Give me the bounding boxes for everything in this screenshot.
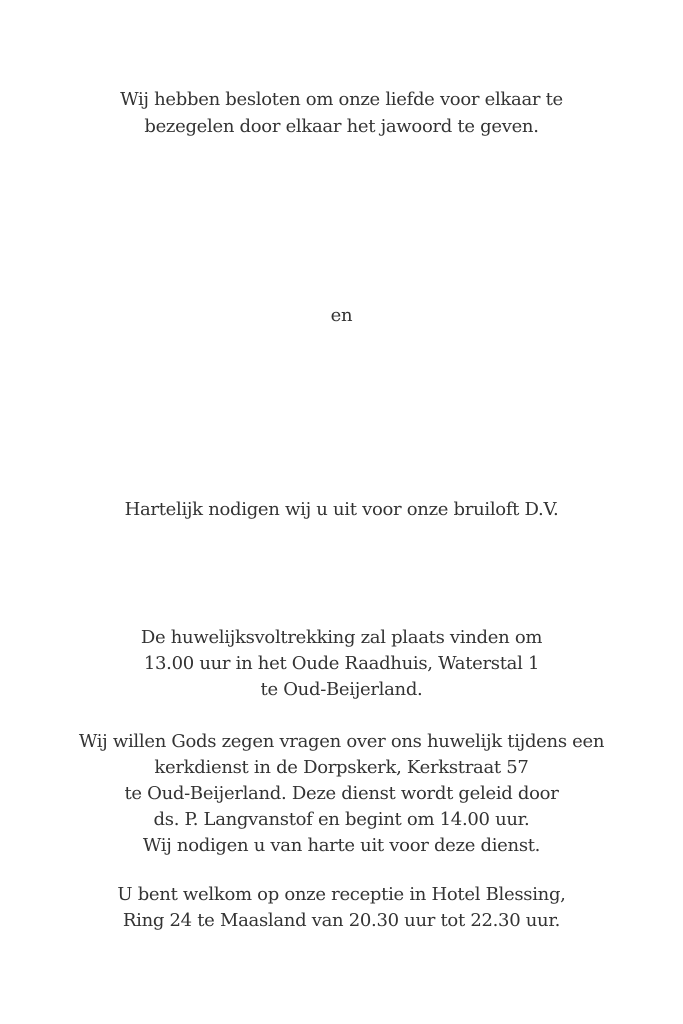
invitation-text: Hartelijk nodigen wij u uit voor onze bruiloft D.V. xyxy=(124,499,559,520)
intro-line-1: Wij hebben besloten om onze liefde voor elkaar te xyxy=(120,89,563,110)
reception-line-2: Ring 24 te Maasland van 20.30 uur tot 22.30 uur. xyxy=(122,910,561,931)
church-line-3: te Oud-Beijerland. Deze dienst wordt geleid door xyxy=(124,783,559,804)
intro-line-2: bezegelen door elkaar het jawoord te geven. xyxy=(144,116,539,137)
church-line-1: Wij willen Gods zegen vragen over ons huwelijk tijdens een xyxy=(78,731,605,752)
ceremony-line-3: te Oud-Beijerland. xyxy=(260,679,423,700)
connector-text: en xyxy=(330,305,353,326)
ceremony-line-2: 13.00 uur in het Oude Raadhuis, Waterstal 1 xyxy=(143,653,540,674)
reception-line-1: U bent welkom op onze receptie in Hotel Blessing, xyxy=(117,884,566,905)
church-line-2: kerkdienst in de Dorpskerk, Kerkstraat 57 xyxy=(154,757,529,778)
church-line-4: ds. P. Langvanstof en begint om 14.00 uur. xyxy=(153,809,530,830)
church-line-5: Wij nodigen u van harte uit voor deze dienst. xyxy=(142,835,541,856)
ceremony-line-1: De huwelijksvoltrekking zal plaats vinden om xyxy=(140,627,543,648)
